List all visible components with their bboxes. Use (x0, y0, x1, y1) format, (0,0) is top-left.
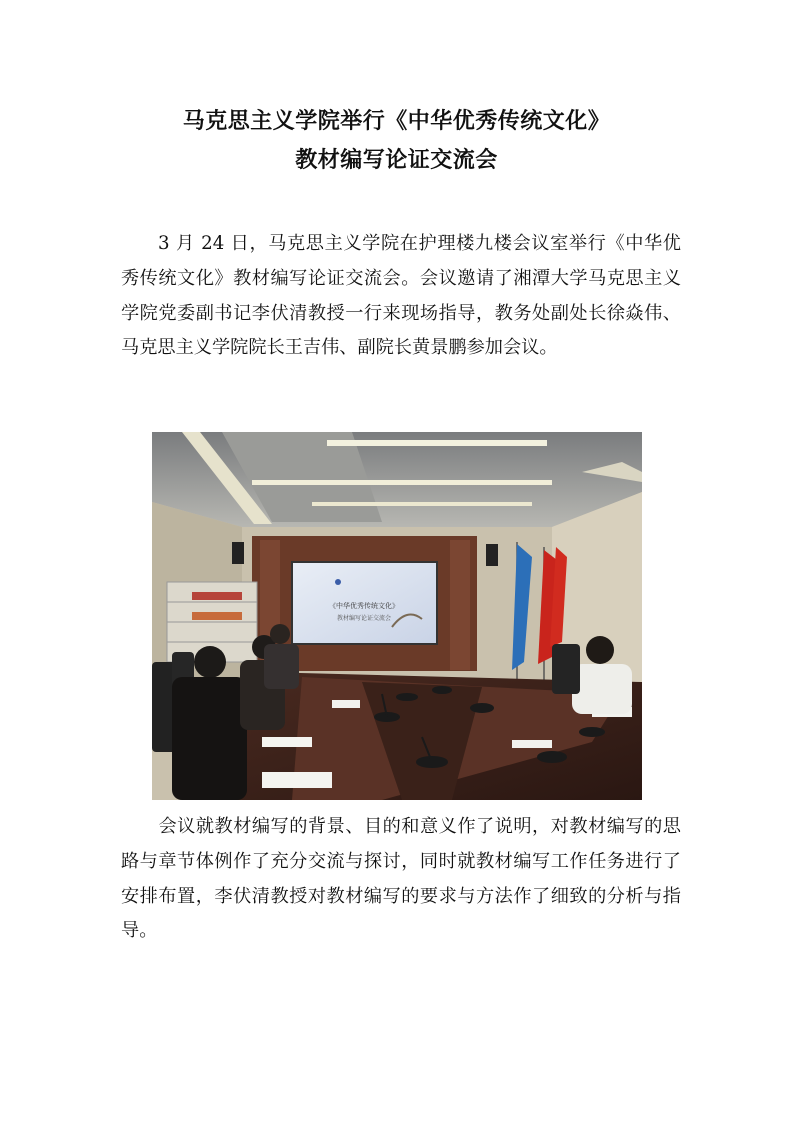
paragraph-intro-text: 3 月 24 日，马克思主义学院在护理楼九楼会议室举行《中华优秀传统文化》教材编写论证交流会。会议邀请了湘潭大学马克思主义学院党委副书记李伏清教授一行来现场指导，教务处副处长徐焱伟、马克思主义学院院长王吉伟、副院长黄景鹏参加会议。 (121, 233, 681, 359)
screen-title: 《中华优秀传统文化》 (329, 602, 399, 610)
article-title-line-2: 教材编写论证交流会 (295, 148, 498, 173)
paragraph-discussion (121, 810, 681, 949)
meeting-photo (152, 432, 642, 800)
paragraph-intro (121, 227, 681, 366)
article-title-line-1: 马克思主义学院举行《中华优秀传统文化》 (182, 109, 611, 134)
screen-subtitle: 教材编写论证交流会 (336, 615, 392, 622)
paragraph-discussion-text: 会议就教材编写的背景、目的和意义作了说明，对教材编写的思路与章节体例作了充分交流与探讨，同时就教材编写工作任务进行了安排布置，李伏清教授对教材编写的要求与方法作了细致的分析与指导。 (121, 816, 681, 942)
